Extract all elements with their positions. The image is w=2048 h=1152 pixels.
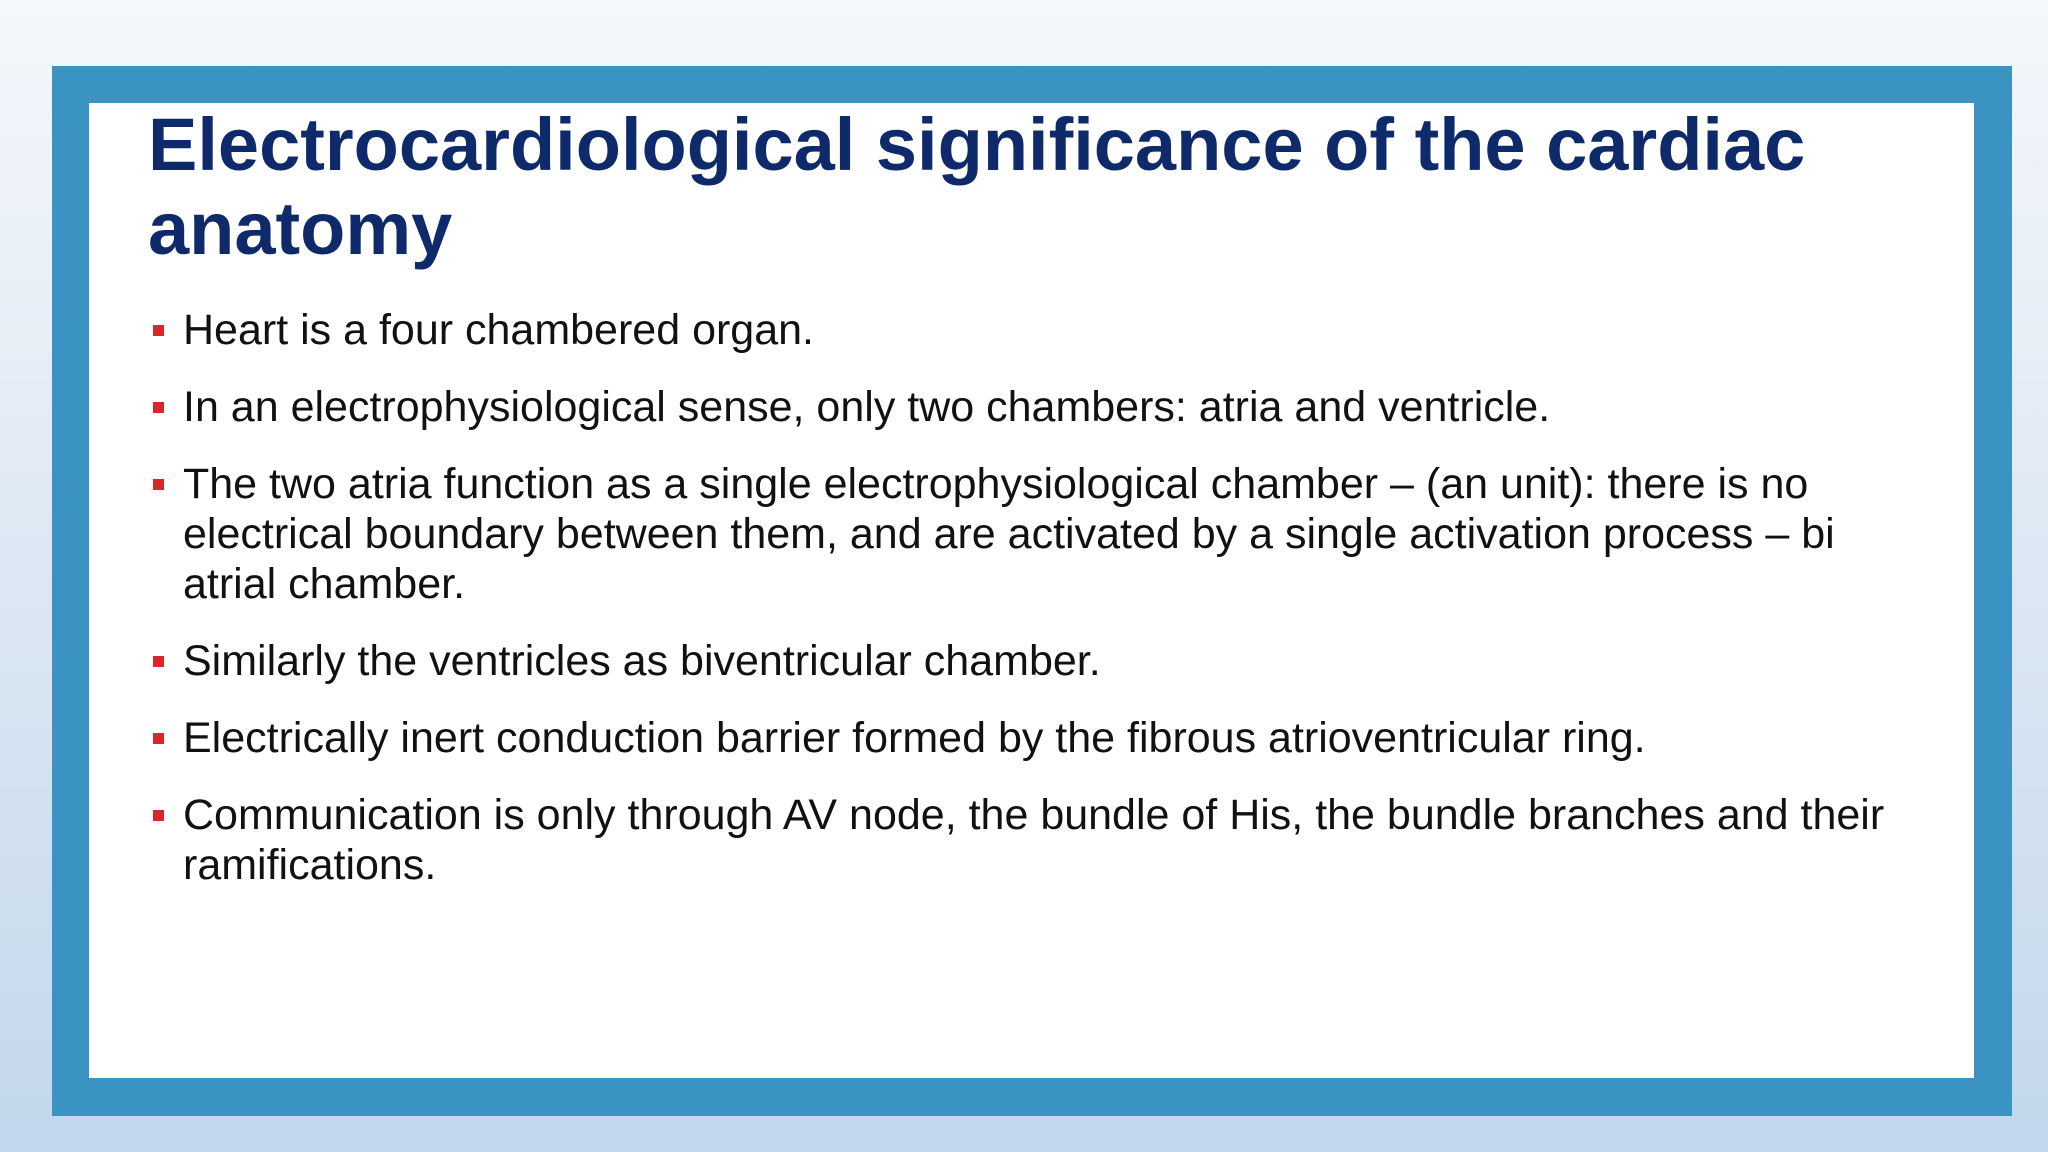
bullet-text: The two atria function as a single electrophysiological chamber – (an unit): there is no electrical boundary between them, and are activated by a single activation process – bi atrial chamber. [183, 460, 1835, 608]
square-bullet-icon [153, 656, 164, 667]
list-item [153, 305, 1933, 355]
bullet-text: Similarly the ventricles as biventricular chamber. [183, 637, 1101, 685]
square-bullet-icon [153, 733, 164, 744]
list-item [153, 636, 1933, 686]
list-item [153, 713, 1933, 763]
list-item [153, 382, 1933, 432]
bullet-text: Heart is a four chambered organ. [183, 306, 814, 354]
slide-title: Electrocardiological significance of the cardiac anatomy [148, 103, 1806, 270]
square-bullet-icon [153, 810, 164, 821]
square-bullet-icon [153, 479, 164, 490]
square-bullet-icon [153, 402, 164, 413]
bullet-text: Communication is only through AV node, the bundle of His, the bundle branches and their ramifications. [183, 791, 1885, 889]
bullet-list [153, 305, 1933, 917]
list-item [153, 459, 1933, 609]
bullet-text: In an electrophysiological sense, only two chambers: atria and ventricle. [183, 383, 1551, 431]
square-bullet-icon [153, 325, 164, 336]
slide [89, 103, 1974, 1078]
bullet-text: Electrically inert conduction barrier formed by the fibrous atrioventricular ring. [183, 714, 1646, 762]
list-item [153, 790, 1933, 890]
